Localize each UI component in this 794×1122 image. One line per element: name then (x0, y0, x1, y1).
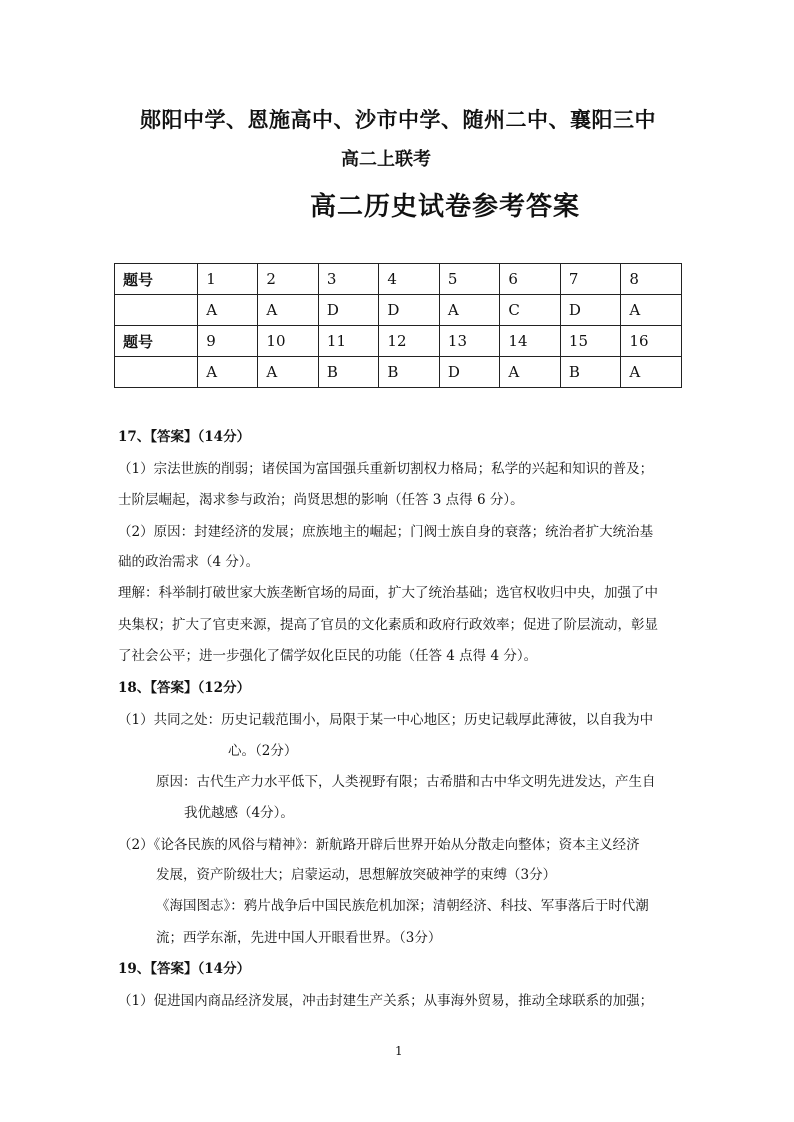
table-cell: 10 (258, 326, 319, 357)
table-cell: 12 (379, 326, 440, 357)
table-cell: 1 (198, 264, 258, 295)
answer-line: 《海国图志》：鸦片战争后中国民族危机加深；清朝经济、科技、军事落后于时代潮 (156, 898, 649, 914)
answer-line: 发展，资产阶级壮大；启蒙运动，思想解放突破神学的束缚（3分） (156, 867, 557, 883)
answer-line: （1）共同之处：历史记载范围小，局限于某一中心地区；历史记载厚此薄彼，以自我为中 (118, 712, 654, 728)
table-row (115, 295, 682, 326)
answer-line: 原因：古代生产力水平低下，人类视野有限；古希腊和古中华文明先进发达，产生自 (156, 774, 656, 790)
answer-line: 心。（2分） (228, 743, 298, 759)
table-cell: 3 (318, 264, 379, 295)
answer-line: 理解：科举制打破世家大族垄断官场的局面，扩大了统治基础；选官权收归中央，加强了中 (118, 585, 658, 601)
table-cell: 2 (258, 264, 319, 295)
table-cell: D (439, 357, 500, 388)
answer-line: 央集权；扩大了官吏来源，提高了官员的文化素质和政府行政效率；促进了阶层流动，彰显 (118, 617, 658, 633)
table-cell: A (258, 357, 319, 388)
answer-line: 础的政治需求（4 分）。 (118, 554, 260, 570)
table-cell: 9 (198, 326, 258, 357)
table-cell: B (560, 357, 621, 388)
table-cell: A (621, 357, 682, 388)
table-cell: A (621, 295, 682, 326)
table-cell: 14 (500, 326, 561, 357)
answer-table (114, 263, 682, 388)
table-row (115, 326, 682, 357)
table-cell: D (379, 295, 440, 326)
table-cell: D (318, 295, 379, 326)
table-cell: 4 (379, 264, 440, 295)
table-cell: A (258, 295, 319, 326)
table-cell: D (560, 295, 621, 326)
answer-line: 士阶层崛起，渴求参与政治；尚贤思想的影响（任答 3 点得 6 分）。 (118, 492, 524, 508)
q17-heading: 17、【答案】（14分） (118, 429, 251, 445)
table-cell: 题号 (115, 264, 198, 295)
table-cell: A (198, 357, 258, 388)
answer-line: 我优越感（4分）。 (184, 805, 294, 821)
exam-subtitle: 高二上联考 (341, 149, 431, 170)
table-cell: 7 (560, 264, 621, 295)
page-number: 1 (395, 1044, 403, 1058)
table-cell: 15 (560, 326, 621, 357)
table-row (115, 357, 682, 388)
table-cell: A (500, 357, 561, 388)
table-cell (115, 357, 198, 388)
q19-heading: 19、【答案】（14分） (118, 961, 251, 977)
page-title: 高二历史试卷参考答案 (310, 192, 581, 222)
answer-line: （2）原因：封建经济的发展；庶族地主的崛起；门阀士族自身的衰落；统治者扩大统治基 (118, 524, 654, 540)
table-cell: 6 (500, 264, 561, 295)
table-cell: 题号 (115, 326, 198, 357)
table-cell: B (318, 357, 379, 388)
table-cell: 8 (621, 264, 682, 295)
table-cell: C (500, 295, 561, 326)
answer-line: 流；西学东渐，先进中国人开眼看世界。（3分） (156, 930, 442, 946)
table-cell (115, 295, 198, 326)
schools-title: 郧阳中学、恩施高中、沙市中学、随州二中、襄阳三中 (140, 107, 656, 132)
answer-line: （1）促进国内商品经济发展，冲击封建生产关系；从事海外贸易，推动全球联系的加强； (118, 993, 654, 1009)
table-cell: 13 (439, 326, 500, 357)
answer-line: （1）宗法世族的削弱；诸侯国为富国强兵重新切割权力格局；私学的兴起和知识的普及； (118, 461, 654, 477)
answer-line: （2）《论各民族的风俗与精神》：新航路开辟后世界开始从分散走向整体；资本主义经济 (118, 837, 640, 853)
table-cell: B (379, 357, 440, 388)
q18-heading: 18、【答案】（12分） (118, 680, 251, 696)
answer-line: 了社会公平；进一步强化了儒学奴化臣民的功能（任答 4 点得 4 分）。 (118, 648, 538, 664)
table-cell: 16 (621, 326, 682, 357)
table-row (115, 264, 682, 295)
table-cell: A (198, 295, 258, 326)
table-cell: 11 (318, 326, 379, 357)
table-cell: A (439, 295, 500, 326)
table-cell: 5 (439, 264, 500, 295)
